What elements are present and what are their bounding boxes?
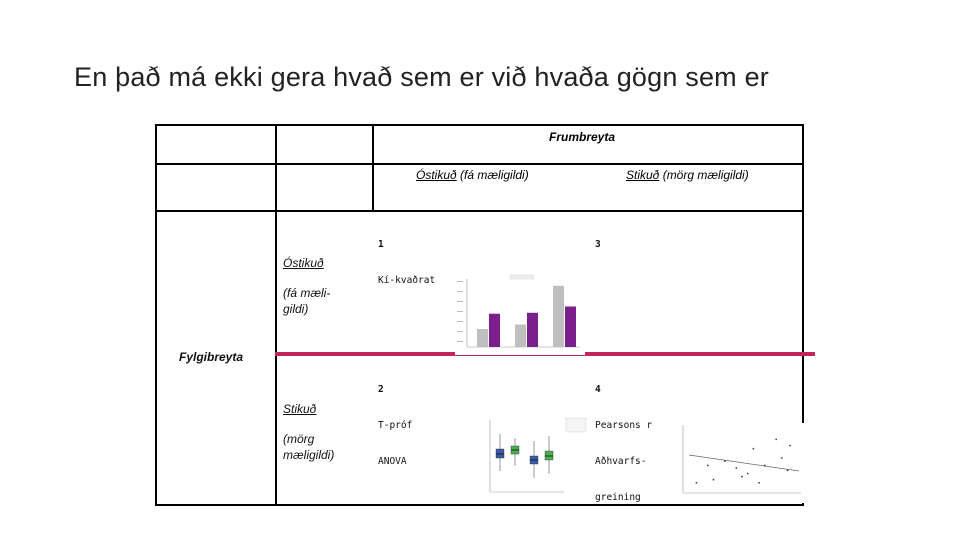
- mini-scatter-point: [707, 465, 709, 467]
- mini-scatter-plot-thumbnail: [675, 423, 805, 503]
- row-label-interval-detail-2: mæligildi): [283, 448, 335, 462]
- mini-scatter-point: [781, 457, 783, 459]
- column-header-ordinal-detail: (fá mæligildi): [456, 168, 529, 182]
- table-col-rule-2: [372, 124, 374, 212]
- slide-title: En það má ekki gera hvað sem er við hvaða gögn sem er: [74, 62, 769, 92]
- mini-scatter-point: [764, 465, 766, 467]
- mini-bar-purple: [527, 313, 538, 347]
- row-label-interval-detail-1: (mörg: [283, 432, 315, 446]
- mini-bar-grey: [477, 329, 488, 347]
- row-label-ordinal-detail-1: (fá mæli-: [283, 286, 331, 300]
- mini-bar-grey: [515, 325, 526, 348]
- independent-variable-header: Frumbreyta: [549, 130, 616, 144]
- cell-4-method-1: Pearsons r: [595, 420, 653, 431]
- table-border-bottom: [155, 504, 804, 506]
- mini-box-body: [545, 451, 553, 460]
- row-label-ordinal: [283, 255, 330, 317]
- cell-2-method-1: T-próf: [378, 420, 413, 431]
- row-label-ordinal-detail-2: gildi): [283, 302, 309, 316]
- mini-scatter-point: [758, 482, 760, 484]
- column-header-ordinal-name: Óstikuð: [416, 168, 457, 182]
- mini-scatter-point: [747, 473, 749, 475]
- mini-scatter-point: [696, 482, 698, 484]
- cell-1-number: 1: [378, 239, 384, 250]
- table-border-left: [155, 124, 157, 506]
- cell-2-method-2: ANOVA: [378, 456, 407, 467]
- mini-bar-chart-thumbnail: [455, 273, 585, 355]
- mini-box-plot-thumbnail: [478, 416, 590, 502]
- table-col-rule-1: [275, 124, 277, 506]
- mini-scatter-point: [775, 439, 777, 441]
- mini-scatter-point: [789, 445, 791, 447]
- row-label-interval: [283, 401, 334, 463]
- table-border-top: [155, 124, 804, 126]
- dependent-variable-header: Fylgibreyta: [179, 350, 244, 364]
- cell-1: [378, 215, 435, 299]
- cell-4: [595, 360, 652, 516]
- mini-bar-purple: [489, 314, 500, 347]
- table-rule-1: [155, 163, 804, 165]
- row-label-interval-name: Stikuð: [283, 402, 317, 416]
- mini-scatter-point: [787, 470, 789, 472]
- column-header-ordinal: [416, 168, 529, 182]
- column-header-interval: [626, 168, 749, 182]
- cell-1-method: Kí-kvaðrat: [378, 275, 436, 286]
- column-header-interval-name: Stikuð: [626, 168, 660, 182]
- cell-4-number: 4: [595, 384, 601, 395]
- cell-2-number: 2: [378, 384, 384, 395]
- mini-scatter-point: [724, 460, 726, 462]
- cell-4-method-3: greining: [595, 492, 641, 503]
- mini-box-body: [496, 449, 504, 458]
- cell-3: [595, 215, 606, 263]
- mini-bar-grey: [553, 286, 564, 347]
- cell-4-method-2: Aðhvarfs-: [595, 456, 647, 467]
- mini-scatter-point: [713, 479, 715, 481]
- cell-3-number: 3: [595, 239, 601, 250]
- column-header-interval-detail: (mörg mæligildi): [659, 168, 749, 182]
- mini-scatter-point: [753, 448, 755, 450]
- row-label-ordinal-name: Óstikuð: [283, 256, 324, 270]
- cell-2: [378, 360, 412, 480]
- mini-bar-purple: [565, 307, 576, 348]
- table-rule-2: [155, 210, 804, 212]
- mini-scatter-point: [741, 476, 743, 478]
- mini-scatter-point: [735, 467, 737, 469]
